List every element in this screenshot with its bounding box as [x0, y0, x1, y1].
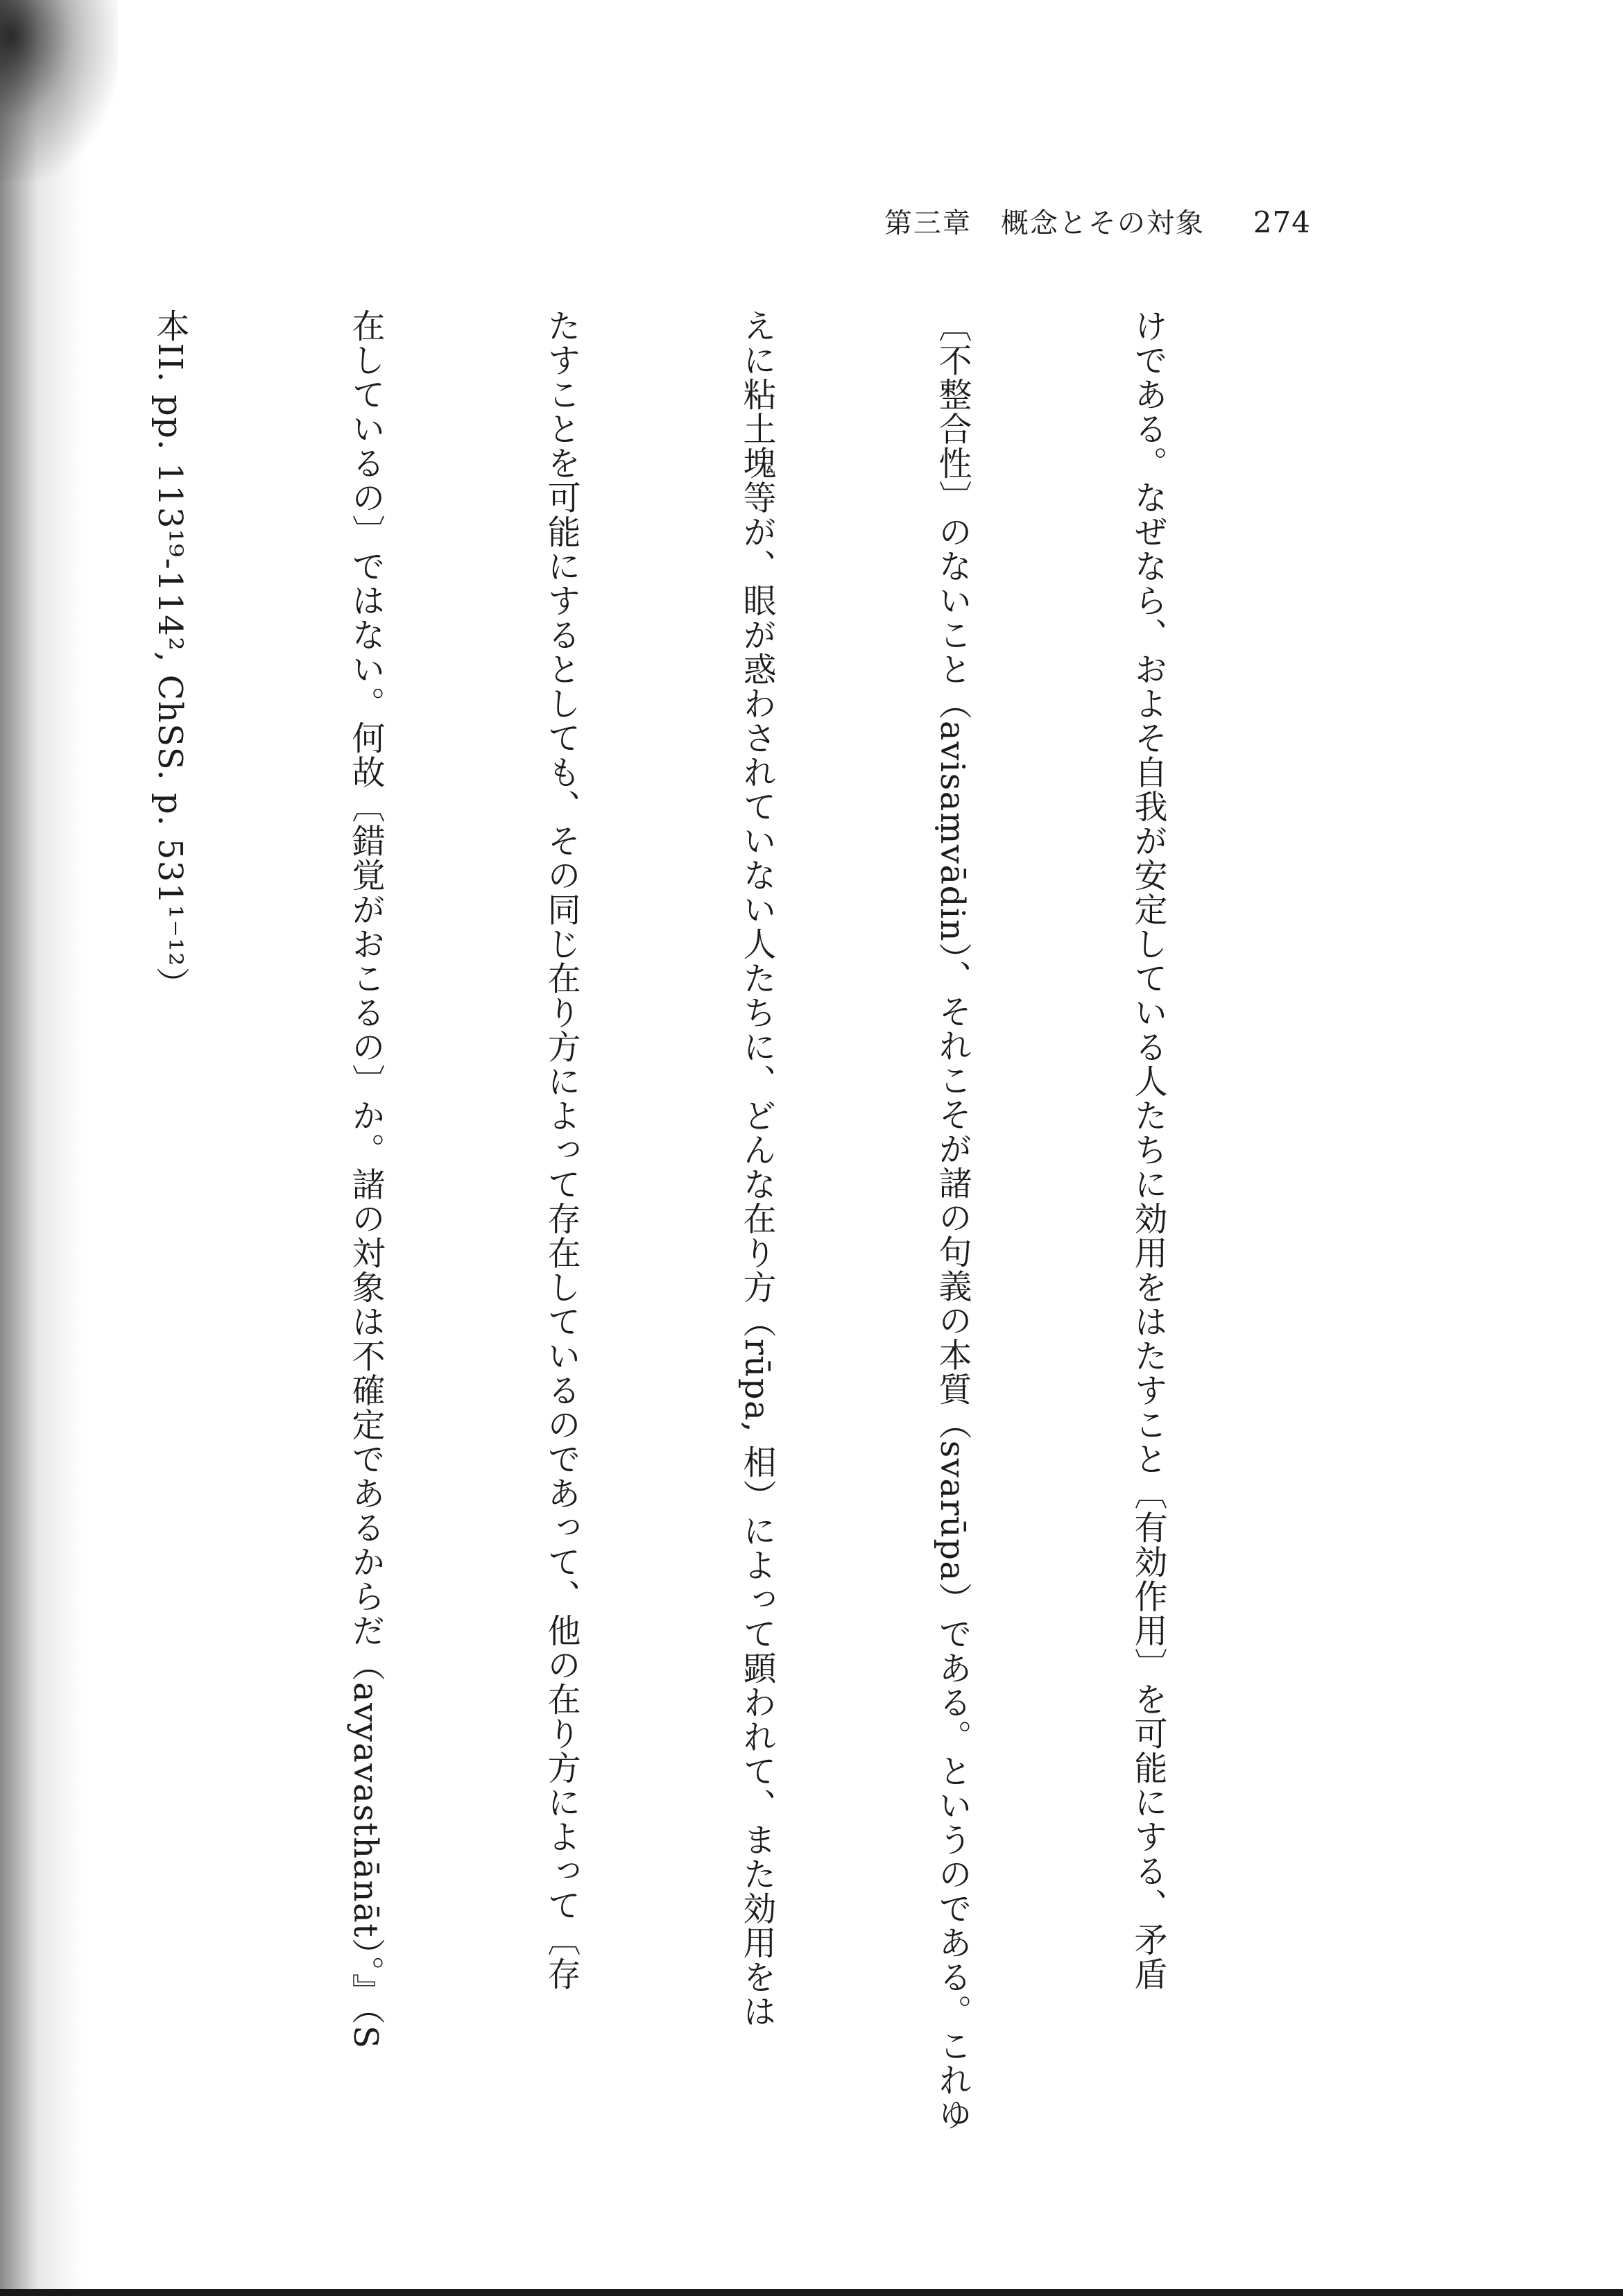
scan-bottom-edge — [0, 2289, 1623, 2296]
text-line: 〔不整合性〕のないこと（avisaṃvādin）、それこそが諸の句義の本質（svarūpa）である。というのである。これゆ — [933, 309, 972, 2132]
chapter-title: 第三章 概念とその対象 — [884, 207, 1205, 239]
page-number: 274 — [1253, 205, 1311, 239]
text-line: けである。なぜなら、およそ自我が安定している人たちに効用をはたすこと〔有効作用〕を可能にする、矛盾 — [1128, 309, 1167, 1991]
vertical-body-text — [35, 309, 1311, 2168]
text-line: えに粘土塊等が、眼が惑わされていない人たちに、どんな在り方（rūpa, 相）によって顕われて、また効用をは — [737, 309, 776, 2029]
text-line — [0, 309, 7, 2168]
scan-corner-blot — [0, 0, 118, 180]
text-line: 在しているの〕ではない。何故〔錯覚がおこるの〕か。諸の対象は不確定であるからだ（avyavasthānāt）。』（S — [346, 309, 385, 2050]
text-line: 本II. pp. 113¹⁹-114², ChSS. p. 531¹⁻¹²） — [151, 309, 189, 1002]
text-line: たすことを可能にするとしても、その同じ在り方によって存在しているのであって、他の在り方によって〔存 — [542, 309, 581, 1991]
running-header — [884, 201, 1311, 241]
